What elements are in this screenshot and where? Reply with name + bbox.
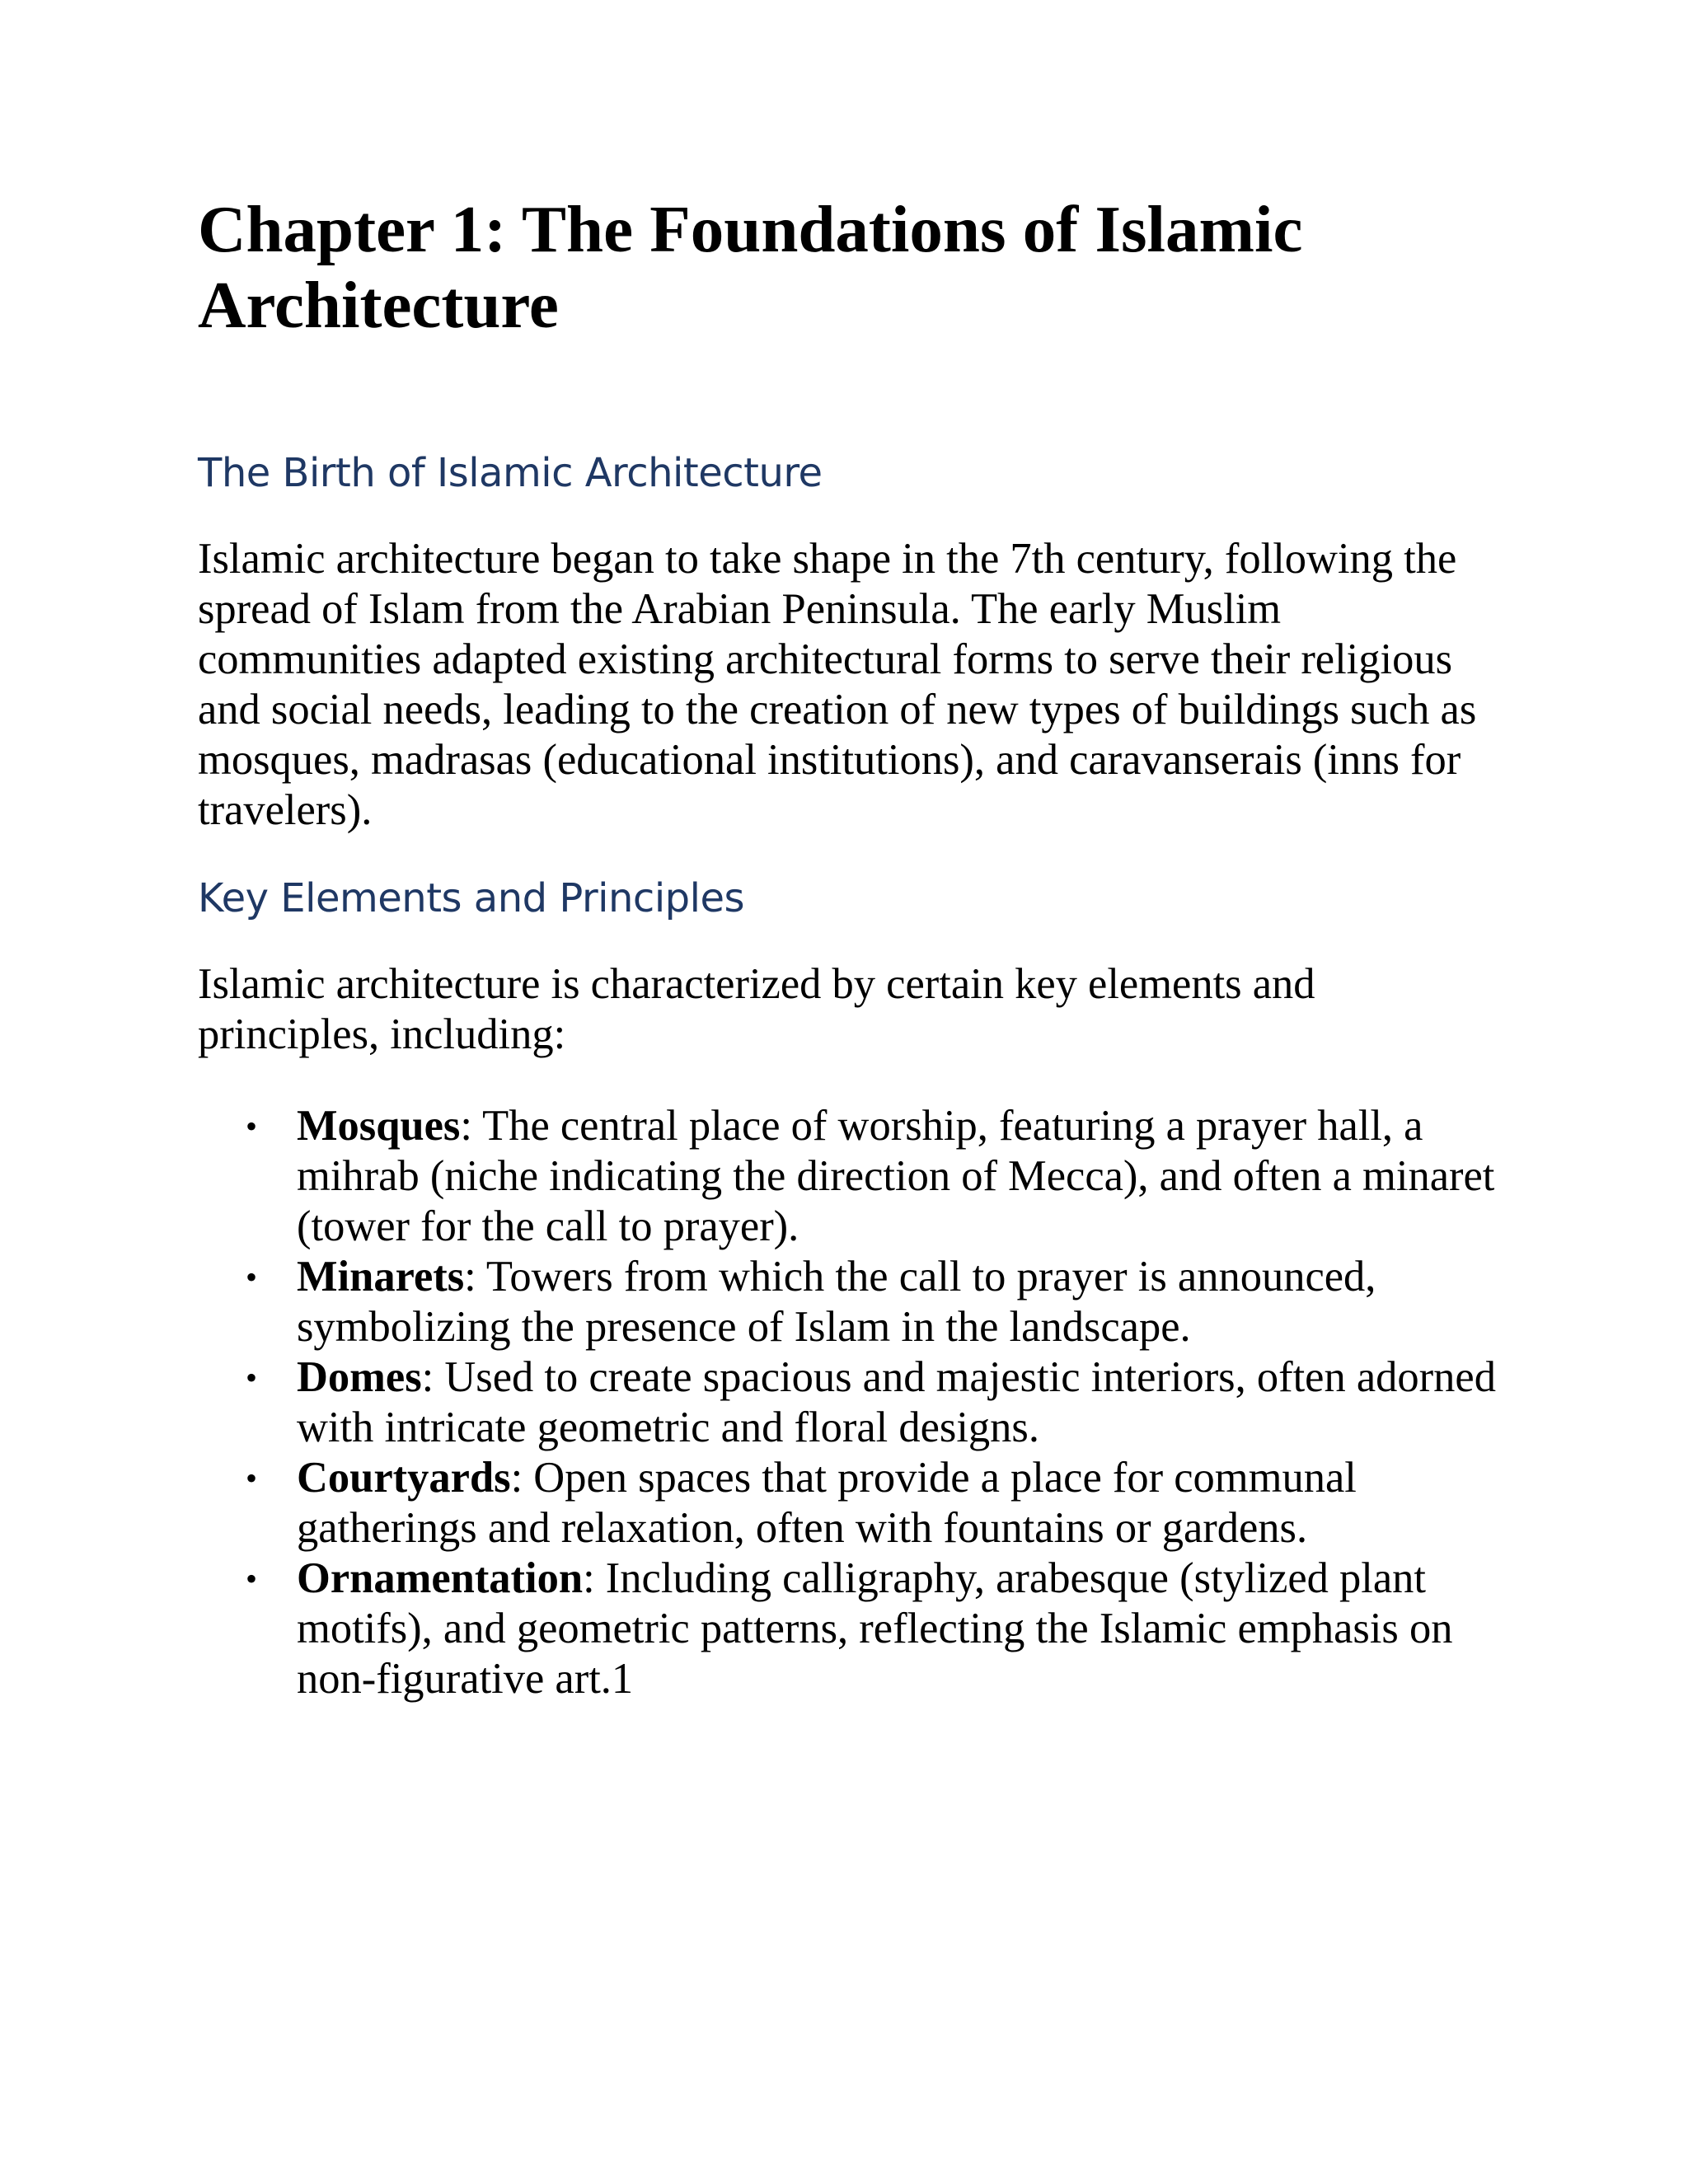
bullet-text: : Used to create spacious and majestic interiors, often adorned with intricate geometric and floral designs. bbox=[297, 1353, 1496, 1451]
bullet-term: Domes bbox=[297, 1353, 422, 1401]
list-item-minarets bbox=[198, 1252, 1500, 1352]
bullet-icon: • bbox=[246, 1108, 258, 1145]
bullet-text: : The central place of worship, featuring a prayer hall, a mihrab (niche indicating the direction of Mecca), and often a minaret (tower for the call to prayer). bbox=[297, 1102, 1495, 1250]
bullet-term: Minarets bbox=[297, 1253, 465, 1301]
list-item-mosques bbox=[198, 1101, 1500, 1252]
chapter-title: Chapter 1: The Foundations of Islamic Architecture bbox=[198, 192, 1303, 342]
list-item-courtyards bbox=[198, 1453, 1500, 1554]
bullet-text: : Including calligraphy, arabesque (stylized plant motifs), and geometric patterns, reflecting the Islamic emphasis on non-figurative art.1 bbox=[297, 1554, 1453, 1703]
paragraph-birth: Islamic architecture began to take shape in the 7th century, following the spread of Islam from the Arabian Peninsula. The early Muslim communities adapted existing architectural forms to serve their religious and social needs, leading to the creation of new types of buildings such as mosques, madrasas (educational institutions), and caravanserais (inns for travelers). bbox=[198, 535, 1477, 834]
bullet-term: Mosques bbox=[297, 1102, 461, 1150]
bullet-term: Courtyards bbox=[297, 1454, 511, 1502]
bullet-icon: • bbox=[246, 1258, 258, 1296]
section-heading-birth: The Birth of Islamic Architecture bbox=[198, 450, 823, 496]
bullet-icon: • bbox=[246, 1460, 258, 1497]
bullet-text: : Towers from which the call to prayer is announced, symbolizing the presence of Islam in the landscape. bbox=[297, 1253, 1376, 1351]
bullet-text: : Open spaces that provide a place for communal gatherings and relaxation, often with fountains or gardens. bbox=[297, 1454, 1357, 1552]
bullet-icon: • bbox=[246, 1359, 258, 1396]
page-content bbox=[198, 191, 1500, 1704]
section-heading-key-elements: Key Elements and Principles bbox=[198, 875, 744, 921]
paragraph-key-elements: Islamic architecture is characterized by certain key elements and principles, including: bbox=[198, 960, 1315, 1058]
list-item-ornamentation bbox=[198, 1554, 1500, 1704]
bullet-icon: • bbox=[246, 1560, 258, 1597]
key-elements-list bbox=[198, 1101, 1500, 1704]
list-item-domes bbox=[198, 1352, 1500, 1453]
bullet-term: Ornamentation bbox=[297, 1554, 584, 1602]
